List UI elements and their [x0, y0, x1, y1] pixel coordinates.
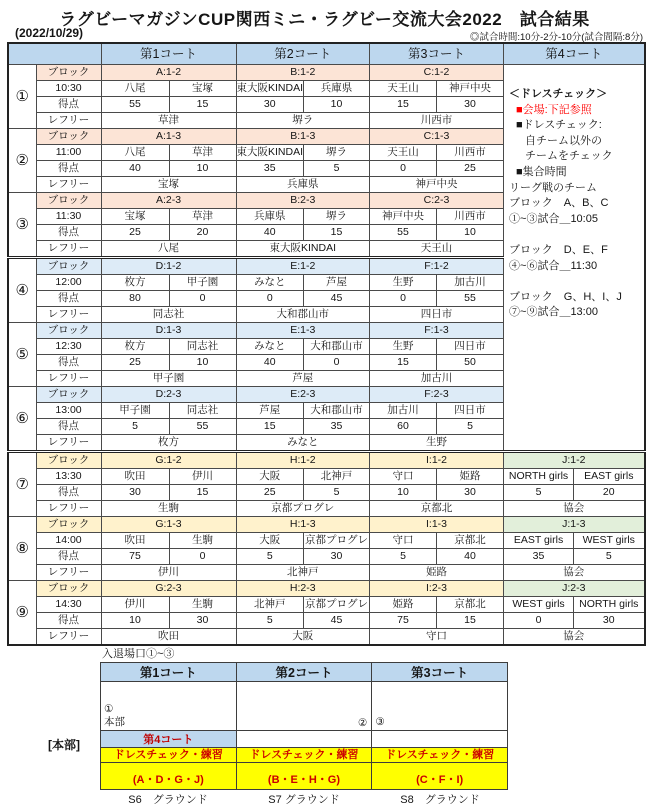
note-line: ブロック D、E、F — [509, 243, 608, 256]
team-cell: 大和郡山市 — [304, 403, 370, 419]
team-cell: 甲子園 — [169, 275, 236, 291]
score-cell: 40 — [236, 225, 304, 241]
team-cell: 神戸中央 — [437, 81, 504, 97]
note-line: ■集合時間 — [516, 165, 567, 178]
referee-cell: 八尾 — [101, 241, 236, 258]
team-cell: 大阪 — [236, 533, 304, 549]
score-cell: 30 — [304, 549, 370, 565]
group-number: ⑦ — [8, 452, 36, 517]
score-cell: 15 — [169, 485, 236, 501]
referee-cell: 四日市 — [370, 307, 504, 323]
referee-cell: 生駒 — [101, 501, 236, 517]
block-cell: F:1-2 — [370, 258, 504, 275]
referee-cell: 北神戸 — [236, 565, 370, 581]
block-cell: H:2-3 — [236, 581, 370, 597]
row-label-score: 得点 — [36, 291, 101, 307]
score-cell: 45 — [304, 291, 370, 307]
time-label: 13:00 — [36, 403, 101, 419]
block-cell: A:1-2 — [101, 65, 236, 81]
score-cell: 5 — [504, 485, 574, 501]
block-cell: H:1-3 — [236, 517, 370, 533]
block-cell: J:1-2 — [504, 452, 645, 469]
score-cell: 0 — [304, 355, 370, 371]
group-number: ② — [8, 129, 36, 193]
team-cell: 北神戸 — [236, 597, 304, 613]
time-label: 11:00 — [36, 145, 101, 161]
match-time-note: ◎試合時間:10分-2分-10分(試合間隔:8分) — [469, 32, 643, 43]
team-cell: 宝塚 — [101, 209, 169, 225]
row-label-block: ブロック — [36, 65, 101, 81]
group-number: ⑤ — [8, 323, 36, 387]
row-label-score: 得点 — [36, 225, 101, 241]
block-cell: I:1-2 — [370, 452, 504, 469]
court-4-header: 第4コート — [504, 43, 645, 65]
team-cell: 兵庫県 — [236, 209, 304, 225]
score-cell: 15 — [169, 97, 236, 113]
map-groupset-row — [101, 763, 508, 790]
row-label-referee: レフリー — [36, 371, 101, 387]
map-court4-label: 第4コート — [101, 731, 237, 748]
referee-cell: 宝塚 — [101, 177, 236, 193]
referee-cell: 枚方 — [101, 435, 236, 452]
score-cell: 40 — [236, 355, 304, 371]
block-cell: H:1-2 — [236, 452, 370, 469]
team-cell: 草津 — [169, 209, 236, 225]
row-label-score: 得点 — [36, 613, 101, 629]
note-line: チームをチェック — [525, 150, 613, 163]
group-number: ⑨ — [8, 581, 36, 646]
referee-cell: 同志社 — [101, 307, 236, 323]
score-cell: 0 — [169, 291, 236, 307]
block-cell: B:1-3 — [236, 129, 370, 145]
row-label-block: ブロック — [36, 452, 101, 469]
score-cell: 10 — [101, 613, 169, 629]
score-cell: 50 — [437, 355, 504, 371]
dress-check-label: ドレスチェック・練習 — [101, 748, 237, 763]
team-cell: 神戸中央 — [370, 209, 437, 225]
team-cell: みなと — [236, 275, 304, 291]
team-cell: 加古川 — [370, 403, 437, 419]
score-cell: 5 — [304, 161, 370, 177]
team-cell: 守口 — [370, 469, 437, 485]
score-cell: 0 — [504, 613, 574, 629]
score-cell: 15 — [304, 225, 370, 241]
map-court4-row — [101, 731, 508, 748]
map-court2-header: 第2コート — [236, 663, 372, 682]
score-cell: 0 — [169, 549, 236, 565]
score-cell: 20 — [574, 485, 645, 501]
map-table — [100, 662, 508, 790]
team-cell: 天王山 — [370, 81, 437, 97]
page-title: ラグビーマガジンCUP関西ミニ・ラグビー交流大会2022 試合結果 — [59, 10, 590, 29]
team-cell: 大阪 — [236, 469, 304, 485]
note-line: リーグ戦のチーム — [509, 181, 598, 194]
score-cell: 55 — [437, 291, 504, 307]
row-label-block: ブロック — [36, 581, 101, 597]
team-cell: 兵庫県 — [304, 81, 370, 97]
score-cell: 25 — [437, 161, 504, 177]
referee-cell: 生野 — [370, 435, 504, 452]
team-cell: みなと — [236, 339, 304, 355]
team-cell: 大和郡山市 — [304, 339, 370, 355]
block-cell: J:2-3 — [504, 581, 645, 597]
score-cell: 80 — [101, 291, 169, 307]
score-cell: 10 — [370, 485, 437, 501]
score-cell: 30 — [437, 485, 504, 501]
time-label: 14:30 — [36, 597, 101, 613]
dress-check-label: ドレスチェック・練習 — [236, 748, 372, 763]
block-cell: C:2-3 — [370, 193, 504, 209]
referee-cell: 兵庫県 — [236, 177, 370, 193]
results-table-body — [8, 65, 645, 646]
block-cell: I:2-3 — [370, 581, 504, 597]
block-cell: D:2-3 — [101, 387, 236, 403]
score-cell: 0 — [370, 161, 437, 177]
team-cell: 生駒 — [169, 597, 236, 613]
score-cell: 10 — [437, 225, 504, 241]
map-header-row — [101, 663, 508, 682]
referee-cell: 加古川 — [370, 371, 504, 387]
score-cell: 30 — [236, 97, 304, 113]
score-cell: 5 — [437, 419, 504, 435]
team-cell: 京都プログレ — [304, 533, 370, 549]
referee-cell: 堺ラ — [236, 113, 370, 129]
score-cell: 5 — [370, 549, 437, 565]
note-line — [509, 227, 642, 243]
row-label-block: ブロック — [36, 387, 101, 403]
block-cell: C:1-3 — [370, 129, 504, 145]
team-cell: 甲子園 — [101, 403, 169, 419]
time-label: 10:30 — [36, 81, 101, 97]
ground-s8: S8 グラウンド — [400, 794, 480, 806]
score-cell: 35 — [304, 419, 370, 435]
team-cell: 東大阪KINDAI — [236, 81, 304, 97]
team-cell: 京都プログレ — [304, 597, 370, 613]
row-label-block: ブロック — [36, 323, 101, 339]
row-label-score: 得点 — [36, 355, 101, 371]
team-cell: 堺ラ — [304, 209, 370, 225]
map-court1-header: 第1コート — [101, 663, 237, 682]
score-cell: 75 — [370, 613, 437, 629]
team-cell: 芦屋 — [304, 275, 370, 291]
groupset-2: (B・E・H・G) — [236, 763, 372, 790]
team-cell: 京都北 — [437, 597, 504, 613]
referee-cell: 姫路 — [370, 565, 504, 581]
entrance-1-mark: ① — [104, 703, 114, 715]
team-cell: 生野 — [370, 275, 437, 291]
team-cell: WEST girls — [504, 597, 574, 613]
map-dress-row — [101, 748, 508, 763]
team-cell: 生野 — [370, 339, 437, 355]
score-cell: 55 — [169, 419, 236, 435]
team-cell: 八尾 — [101, 81, 169, 97]
map-field-1 — [101, 682, 237, 731]
team-cell: 八尾 — [101, 145, 169, 161]
group-number: ③ — [8, 193, 36, 258]
time-label: 14:00 — [36, 533, 101, 549]
row-label-block: ブロック — [36, 258, 101, 275]
score-cell: 25 — [101, 225, 169, 241]
entrance-2-mark: ② — [357, 717, 368, 729]
note-line: 自チーム以外の — [525, 134, 603, 147]
team-cell: 宝塚 — [169, 81, 236, 97]
time-label: 12:00 — [36, 275, 101, 291]
results-table — [7, 42, 646, 646]
score-cell: 55 — [101, 97, 169, 113]
court-3-header: 第3コート — [370, 43, 504, 65]
team-cell: 枚方 — [101, 275, 169, 291]
block-cell: B:1-2 — [236, 65, 370, 81]
block-cell: G:1-3 — [101, 517, 236, 533]
dress-check-label: ドレスチェック・練習 — [372, 748, 508, 763]
score-cell: 10 — [169, 355, 236, 371]
court-1-header: 第1コート — [101, 43, 236, 65]
referee-cell: 大阪 — [236, 629, 370, 646]
score-cell: 30 — [101, 485, 169, 501]
time-label: 13:30 — [36, 469, 101, 485]
row-label-referee: レフリー — [36, 565, 101, 581]
row-label-referee: レフリー — [36, 177, 101, 193]
map-empty-cell — [372, 731, 508, 748]
score-cell: 75 — [101, 549, 169, 565]
score-cell: 5 — [236, 549, 304, 565]
court-2-header: 第2コート — [236, 43, 370, 65]
team-cell: 草津 — [169, 145, 236, 161]
grounds-row — [100, 790, 508, 807]
team-cell: 吹田 — [101, 469, 169, 485]
score-cell: 15 — [370, 355, 437, 371]
referee-cell: 天王山 — [370, 241, 504, 258]
referee-cell: 東大阪KINDAI — [236, 241, 370, 258]
team-cell: 芦屋 — [236, 403, 304, 419]
team-cell: 川西市 — [437, 145, 504, 161]
team-cell: 京都北 — [437, 533, 504, 549]
team-cell: EAST girls — [504, 533, 574, 549]
venue-map — [100, 645, 510, 807]
row-label-block: ブロック — [36, 129, 101, 145]
team-cell: 吹田 — [101, 533, 169, 549]
team-cell: 同志社 — [169, 403, 236, 419]
honbu-mark: 本部 — [104, 716, 125, 728]
note-line: ブロック A、B、C — [509, 197, 609, 210]
block-cell: E:2-3 — [236, 387, 370, 403]
ground-s6: S6 グラウンド — [128, 794, 208, 806]
row-label-score: 得点 — [36, 485, 101, 501]
row-label-referee: レフリー — [36, 501, 101, 517]
team-cell: 姫路 — [437, 469, 504, 485]
note-line: ＜ドレスチェック＞ — [509, 88, 608, 100]
score-cell: 55 — [370, 225, 437, 241]
score-cell: 30 — [574, 613, 645, 629]
team-cell: 北神戸 — [304, 469, 370, 485]
groupset-1: (A・D・G・J) — [101, 763, 237, 790]
team-cell: 枚方 — [101, 339, 169, 355]
score-cell: 15 — [370, 97, 437, 113]
block-cell: F:1-3 — [370, 323, 504, 339]
block-cell: E:1-2 — [236, 258, 370, 275]
group-number: ① — [8, 65, 36, 129]
block-cell: E:1-3 — [236, 323, 370, 339]
referee-cell: 神戸中央 — [370, 177, 504, 193]
score-cell: 35 — [236, 161, 304, 177]
referee-cell: 甲子園 — [101, 371, 236, 387]
referee-cell: みなと — [236, 435, 370, 452]
score-cell: 0 — [370, 291, 437, 307]
score-cell: 35 — [504, 549, 574, 565]
ground-s7: S7 グラウンド — [268, 794, 340, 806]
block-cell: J:1-3 — [504, 517, 645, 533]
team-cell: 伊川 — [101, 597, 169, 613]
score-cell: 10 — [304, 97, 370, 113]
referee-cell: 協会 — [504, 501, 645, 517]
block-cell: C:1-2 — [370, 65, 504, 81]
entrance-label: 入退場口①~③ — [102, 648, 175, 660]
row-label-score: 得点 — [36, 97, 101, 113]
team-cell: NORTH girls — [504, 469, 574, 485]
score-cell: 0 — [236, 291, 304, 307]
block-cell: F:2-3 — [370, 387, 504, 403]
score-cell: 40 — [101, 161, 169, 177]
note-line — [509, 274, 642, 290]
time-label: 12:30 — [36, 339, 101, 355]
score-cell: 15 — [437, 613, 504, 629]
row-label-referee: レフリー — [36, 241, 101, 258]
team-cell: WEST girls — [574, 533, 645, 549]
team-cell: 川西市 — [437, 209, 504, 225]
team-cell: 堺ラ — [304, 145, 370, 161]
score-cell: 25 — [101, 355, 169, 371]
map-court3-header: 第3コート — [372, 663, 508, 682]
time-label: 11:30 — [36, 209, 101, 225]
score-cell: 20 — [169, 225, 236, 241]
row-label-referee: レフリー — [36, 307, 101, 323]
corner-cell — [8, 43, 101, 65]
team-cell: 生駒 — [169, 533, 236, 549]
score-cell: 30 — [169, 613, 236, 629]
row-label-score: 得点 — [36, 549, 101, 565]
dress-check-notes — [504, 65, 645, 452]
row-label-score: 得点 — [36, 419, 101, 435]
row-label-block: ブロック — [36, 517, 101, 533]
block-cell: A:1-3 — [101, 129, 236, 145]
note-line: ■会場:下記参照 — [516, 103, 592, 116]
block-cell: G:2-3 — [101, 581, 236, 597]
row-label-block: ブロック — [36, 193, 101, 209]
referee-cell: 芦屋 — [236, 371, 370, 387]
score-cell: 25 — [236, 485, 304, 501]
row-label-referee: レフリー — [36, 113, 101, 129]
map-empty-cell — [236, 731, 372, 748]
referee-cell: 協会 — [504, 565, 645, 581]
referee-cell: 草津 — [101, 113, 236, 129]
score-cell: 5 — [236, 613, 304, 629]
map-field-row — [101, 682, 508, 731]
note-line: ■ドレスチェック: — [516, 119, 602, 132]
block-cell: B:2-3 — [236, 193, 370, 209]
score-cell: 60 — [370, 419, 437, 435]
block-cell: D:1-3 — [101, 323, 236, 339]
honbu-side-label: [本部] — [48, 738, 80, 752]
team-cell: 四日市 — [437, 403, 504, 419]
team-cell: 東大阪KINDAI — [236, 145, 304, 161]
court-header-row — [8, 43, 645, 65]
note-line: ①~③試合＿10:05 — [509, 212, 598, 225]
score-cell: 45 — [304, 613, 370, 629]
referee-cell: 協会 — [504, 629, 645, 646]
referee-cell: 伊川 — [101, 565, 236, 581]
team-cell: 天王山 — [370, 145, 437, 161]
map-field-3 — [372, 682, 508, 731]
referee-cell: 吹田 — [101, 629, 236, 646]
score-cell: 15 — [236, 419, 304, 435]
team-cell: NORTH girls — [574, 597, 645, 613]
referee-cell: 川西市 — [370, 113, 504, 129]
referee-cell: 京都北 — [370, 501, 504, 517]
group-number: ④ — [8, 258, 36, 323]
note-line: ⑦~⑨試合＿13:00 — [509, 306, 598, 319]
block-cell: I:1-3 — [370, 517, 504, 533]
map-field-2 — [236, 682, 372, 731]
entrance-3-mark: ③ — [375, 716, 385, 728]
team-cell: 同志社 — [169, 339, 236, 355]
group-number: ⑥ — [8, 387, 36, 452]
group-number: ⑧ — [8, 517, 36, 581]
score-cell: 5 — [574, 549, 645, 565]
block-cell: A:2-3 — [101, 193, 236, 209]
referee-cell: 守口 — [370, 629, 504, 646]
team-cell: 守口 — [370, 533, 437, 549]
score-cell: 5 — [101, 419, 169, 435]
score-cell: 30 — [437, 97, 504, 113]
referee-cell: 京都プログレ — [236, 501, 370, 517]
team-cell: 姫路 — [370, 597, 437, 613]
team-cell: 加古川 — [437, 275, 504, 291]
score-cell: 40 — [437, 549, 504, 565]
referee-cell: 大和郡山市 — [236, 307, 370, 323]
row-label-referee: レフリー — [36, 629, 101, 646]
team-cell: EAST girls — [574, 469, 645, 485]
date-label: (2022/10/29) — [15, 26, 84, 40]
block-cell: G:1-2 — [101, 452, 236, 469]
row-label-score: 得点 — [36, 161, 101, 177]
score-cell: 10 — [169, 161, 236, 177]
groupset-3: (C・F・I) — [372, 763, 508, 790]
team-cell: 伊川 — [169, 469, 236, 485]
note-line: ブロック G、H、I、J — [509, 290, 622, 303]
block-cell: D:1-2 — [101, 258, 236, 275]
score-cell: 5 — [304, 485, 370, 501]
row-label-referee: レフリー — [36, 435, 101, 452]
team-cell: 四日市 — [437, 339, 504, 355]
note-line: ④~⑥試合＿11:30 — [509, 259, 598, 272]
